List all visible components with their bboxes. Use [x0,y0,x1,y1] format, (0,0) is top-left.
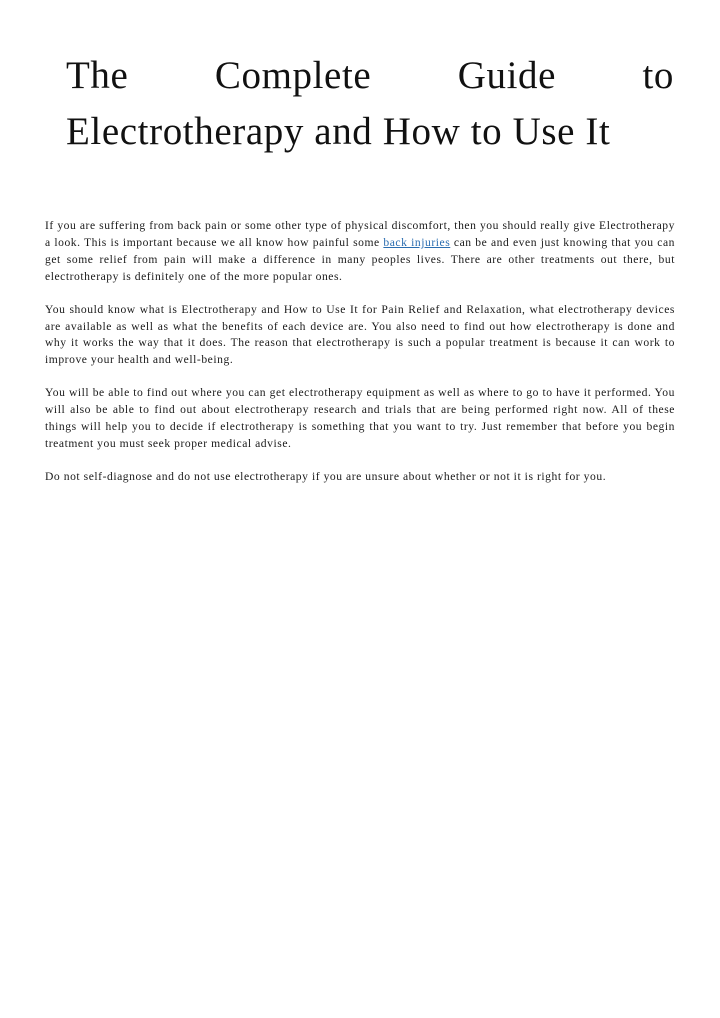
article-body [45,218,675,502]
paragraph-3: You will be able to find out where you can get electrotherapy equipment as well as where to go to have it performed. You will also be able to find out about electrotherapy research and trials that are being performed right now. All of these things will help you to decide if electrotherapy is something that you want to try. Just remember that before you begin treatment you must seek proper medical advise. [45,386,675,450]
paragraph-1-text-before: If you are suffering from back pain or some other type of physical discomfort, then you should really give Electrotherapy a look. This is important because we all know how painful some [45,219,675,249]
paragraph-4: Do not self-diagnose and do not use electrotherapy if you are unsure about whether or not it is right for you. [45,469,607,483]
paragraph-1-text-after: can be and even just knowing that you can get some relief from pain will make a difference in many peoples lives. There are other treatments out there, but electrotherapy is definitely one of the more popular ones. [45,235,675,283]
page-title: The Complete Guide to Electrotherapy and How to Use It [66,54,674,153]
paragraph-2: You should know what is Electrotherapy and How to Use It for Pain Relief and Relaxation, what electrotherapy devices are available as well as what the benefits of each device are. You also need to find out how electrotherapy is done and why it works the way that it does. The reason that electrotherapy is such a popular treatment is because it can work to improve your health and well-being. [45,302,675,367]
back-injuries-link[interactable]: back injuries [383,235,451,249]
paragraph-1 [45,218,675,286]
